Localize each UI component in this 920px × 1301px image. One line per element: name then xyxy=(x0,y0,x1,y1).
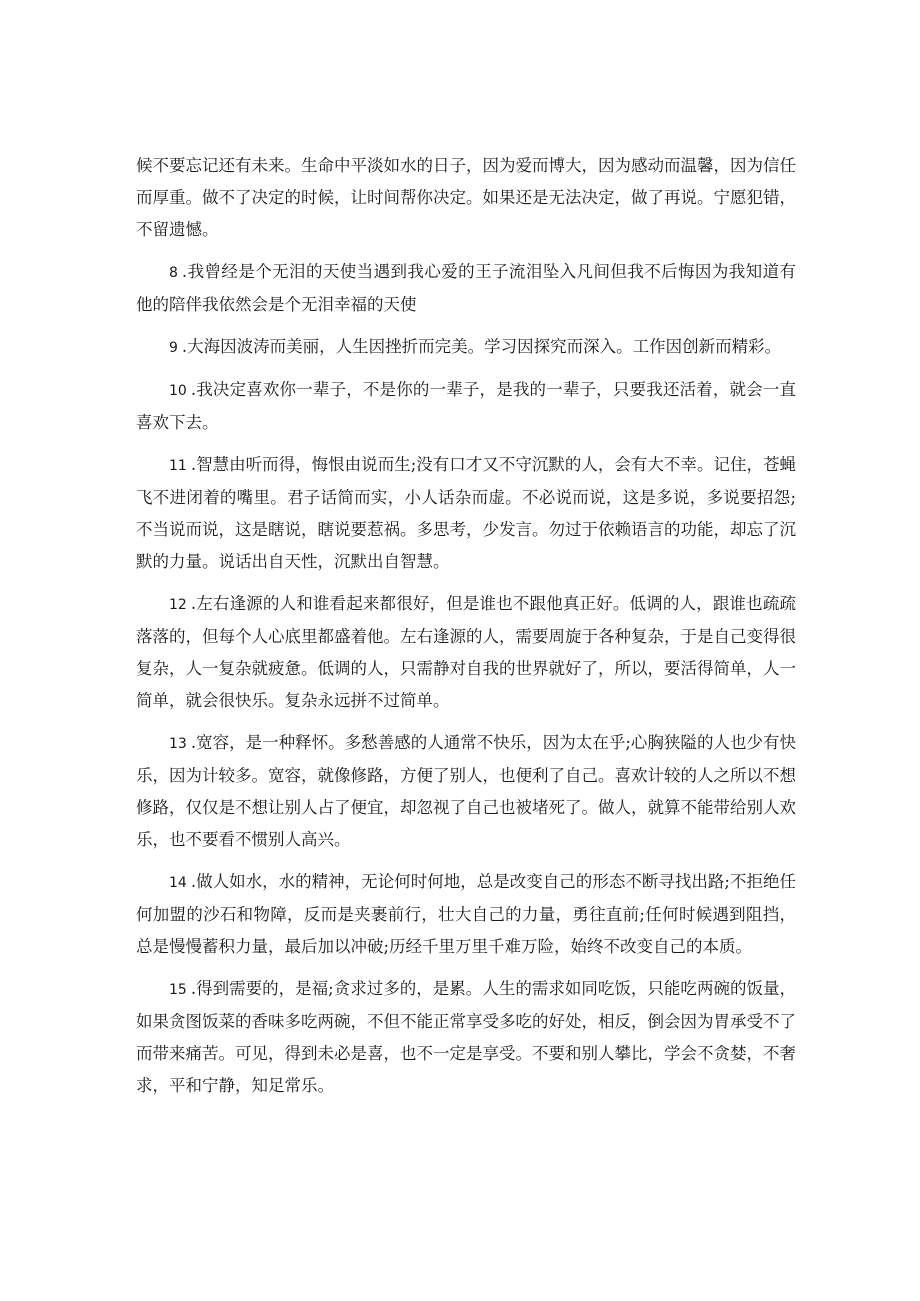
paragraph-9 xyxy=(136,331,796,364)
paragraph-number: 12 xyxy=(169,597,187,613)
paragraph-number: 15 xyxy=(169,982,187,998)
paragraph-14 xyxy=(136,866,796,963)
paragraph-11 xyxy=(136,449,796,578)
paragraph-12 xyxy=(136,588,796,717)
paragraph-text: .做人如水，水的精神，无论何时何地，总是改变自己的形态不断寻找出路;不拒绝任何加盟的沙石和物障，反而是夹裹前行，壮大自己的力量，勇往直前;任何时候遇到阻挡，总是慢慢蓄积力量，最后加以冲破;历经千里万里千难万险，始终不改变自己的本质。 xyxy=(136,872,796,956)
paragraph-text: 候不要忘记还有未来。生命中平淡如水的日子，因为爱而博大，因为感动而温馨，因为信任而厚重。做不了决定的时候，让时间帮你决定。如果还是无法决定，做了再说。宁愿犯错，不留遗憾。 xyxy=(136,156,796,239)
paragraph-text: .左右逢源的人和谁看起来都很好，但是谁也不跟他真正好。低调的人，跟谁也疏疏落落的，但每个人心底里都盛着他。左右逢源的人，需要周旋于各种复杂，于是自己变得很复杂，人一复杂就疲惫。低调的人，只需静对自我的世界就好了，所以，要活得简单，人一简单，就会很快乐。复杂永远拼不过简单。 xyxy=(136,594,796,710)
paragraph-13 xyxy=(136,727,796,856)
paragraph-text: .宽容，是一种释怀。多愁善感的人通常不快乐，因为太在乎;心胸狭隘的人也少有快乐，因为计较多。宽容，就像修路，方便了别人，也便利了自己。喜欢计较的人之所以不想修路，仅仅是不想让别人占了便宜，却忽视了自己也被堵死了。做人，就算不能带给别人欢乐，也不要看不惯别人高兴。 xyxy=(136,733,796,849)
paragraph-text: .得到需要的，是福;贪求过多的，是累。人生的需求如同吃饭，只能吃两碗的饭量，如果贪图饭菜的香味多吃两碗，不但不能正常享受多吃的好处，相反，倒会因为胃承受不了而带来痛苦。可见，得到未必是喜，也不一定是享受。不要和别人攀比，学会不贪婪，不奢求，平和宁静，知足常乐。 xyxy=(136,979,796,1095)
paragraph-text: .大海因波涛而美丽，人生因挫折而完美。学习因探究而深入。工作因创新而精彩。 xyxy=(181,337,782,356)
paragraph-10 xyxy=(136,374,796,439)
paragraph-15 xyxy=(136,973,796,1102)
paragraph-text: .智慧由听而得，悔恨由说而生;没有口才又不守沉默的人，会有大不幸。记住，苍蝇飞不进闭着的嘴里。君子话简而实，小人话杂而虚。不必说而说，这是多说，多说要招怨;不当说而说，这是瞎说，瞎说要惹祸。多思考，少发言。勿过于依赖语言的功能，却忘了沉默的力量。说话出自天性，沉默出自智慧。 xyxy=(136,455,796,571)
document-body xyxy=(136,150,796,1112)
paragraph-continued xyxy=(136,150,796,246)
paragraph-8 xyxy=(136,256,796,321)
paragraph-number: 14 xyxy=(169,875,187,891)
paragraph-number: 8 xyxy=(169,265,178,281)
paragraph-number: 9 xyxy=(169,340,178,356)
paragraph-text: .我曾经是个无泪的天使当遇到我心爱的王子流泪坠入凡间但我不后悔因为我知道有他的陪伴我依然会是个无泪幸福的天使 xyxy=(136,262,796,314)
paragraph-number: 11 xyxy=(169,458,187,474)
paragraph-text: .我决定喜欢你一辈子，不是你的一辈子，是我的一辈子，只要我还活着，就会一直喜欢下去。 xyxy=(136,380,796,432)
paragraph-number: 13 xyxy=(169,736,187,752)
paragraph-number: 10 xyxy=(169,383,187,399)
